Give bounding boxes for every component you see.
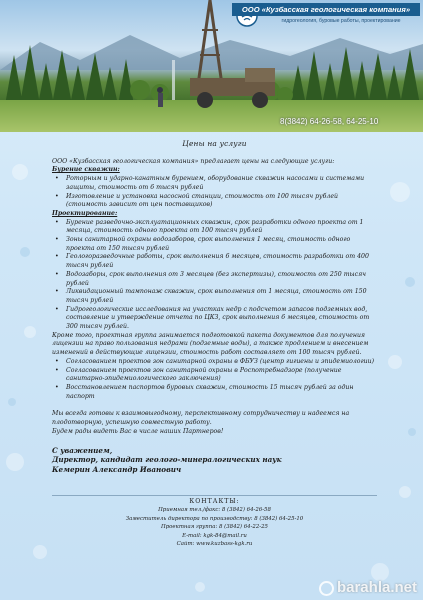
list-item: • Ликвидационный тампонаж скважин, срок выполнения от 1 месяца, стоимость от 150 тысяч рублей — [62, 288, 377, 305]
cooperation-paragraph: Мы всегда готовы к взаимовыгодному, перспективному сотрудничеству и надеемся на плодотворную, успешную совместную работу. — [52, 410, 350, 427]
list-item: • Бурение разведочно-эксплуатационных скважин, срок разработки одного проекта от 1 месяца, стоимость одного проекта от 100 тысяч рублей — [62, 219, 377, 236]
watermark-text: barahla.net — [336, 579, 417, 596]
list-item: • Водозаборы, срок выполнения от 3 месяцев (без экспертизы), стоимость от 250 тысяч рублей — [62, 271, 377, 288]
closing-name: Кемерин Александр Иванович — [52, 464, 182, 474]
list-item: • Согласованием проектов зон санитарной охраны в Роспотребнадзоре (получение санитарно-эпидемиологического заключения) — [62, 367, 377, 384]
document-title: Цены на услуги — [182, 139, 247, 148]
list-item: • Геологоразведочные работы, срок выполнения 6 месяцев, стоимость разработки от 400 тысяч рублей — [62, 253, 377, 270]
company-name-banner: ООО «Кузбасская геологическая компания» — [232, 3, 420, 16]
design-list — [52, 219, 377, 332]
contact-line: Приемная тел./факс: 8 (3842) 64-26-58 — [158, 507, 271, 514]
contacts-title: КОНТАКТЫ: — [189, 498, 240, 505]
contact-line: Заместитель директора по производству: 8 (3842) 64-25-10 — [125, 515, 304, 522]
contact-site[interactable]: Сайт: www.kuzbass-kgk.ru — [176, 541, 253, 548]
approval-list — [52, 358, 377, 402]
contact-line: Проектная группа: 8 (3842) 64-22-25 — [161, 524, 268, 531]
watermark — [319, 579, 417, 596]
intro-text: ООО «Кузбасская геологическая компания» предлагает цены на следующие услуги: — [52, 157, 335, 165]
closing-position: Директор, кандидат геолого-минералогических наук — [52, 455, 282, 465]
price-list-content — [52, 140, 377, 474]
list-item: • Изготовление и установка насосной станции, стоимость от 100 тысяч рублей (стоимость зависит от цен поставщиков) — [62, 193, 377, 210]
list-item: • Зоны санитарной охраны водозаборов, срок выполнения 1 месяц, стоимость одного проекта от 150 тысяч рублей — [62, 236, 377, 253]
contact-email[interactable]: E-mail: kgk-84@mail.ru — [182, 532, 247, 539]
list-item: • Роторным и ударно-канатным бурением, оборудование скважин насосами и системами защиты, стоимость от 6 тысяч рублей — [62, 175, 377, 192]
spacer — [52, 401, 377, 410]
header-phones: 8(3842) 64-26-58, 64-25-10 — [280, 117, 379, 126]
spacer — [52, 437, 377, 446]
watermark-logo-icon — [319, 581, 334, 596]
license-paragraph: Кроме того, проектная группа занимается подготовкой пакета документов для получения лицензии на право пользования недрами (подземные воды), а также продлением и внесением изменений в действующие лицензии, стоимость работ составляет от 100 тысяч рублей. — [52, 331, 369, 357]
list-item: • Согласованием проектов зон санитарной охраны в ФБУЗ (центр гигиены и эпидемиологии) — [62, 358, 377, 367]
company-services-subtitle: гидрогеология, буровые работы, проектирование — [281, 18, 401, 24]
list-item: • Гидрогеологические исследования на участках недр с подсчетом запасов подземных вод, составление и утверждение отчета по ЦКЗ, срок выполнения 6 месяцев, стоимость от 300 тысяч рублей. — [62, 306, 377, 332]
list-item: • Восстановлением паспортов буровых скважин, стоимость 15 тысяч рублей за один паспорт — [62, 384, 377, 401]
partners-paragraph: Будем рады видеть Вас в числе наших Партнеров! — [52, 427, 224, 435]
drilling-list — [52, 175, 377, 210]
contacts-block — [52, 498, 377, 548]
header-photo — [0, 0, 423, 132]
closing-regards: С уважением, — [52, 445, 113, 455]
contacts-divider — [52, 495, 377, 496]
section-drilling-title: Бурение скважин: — [52, 166, 120, 174]
section-design-title: Проектирование: — [52, 209, 118, 217]
